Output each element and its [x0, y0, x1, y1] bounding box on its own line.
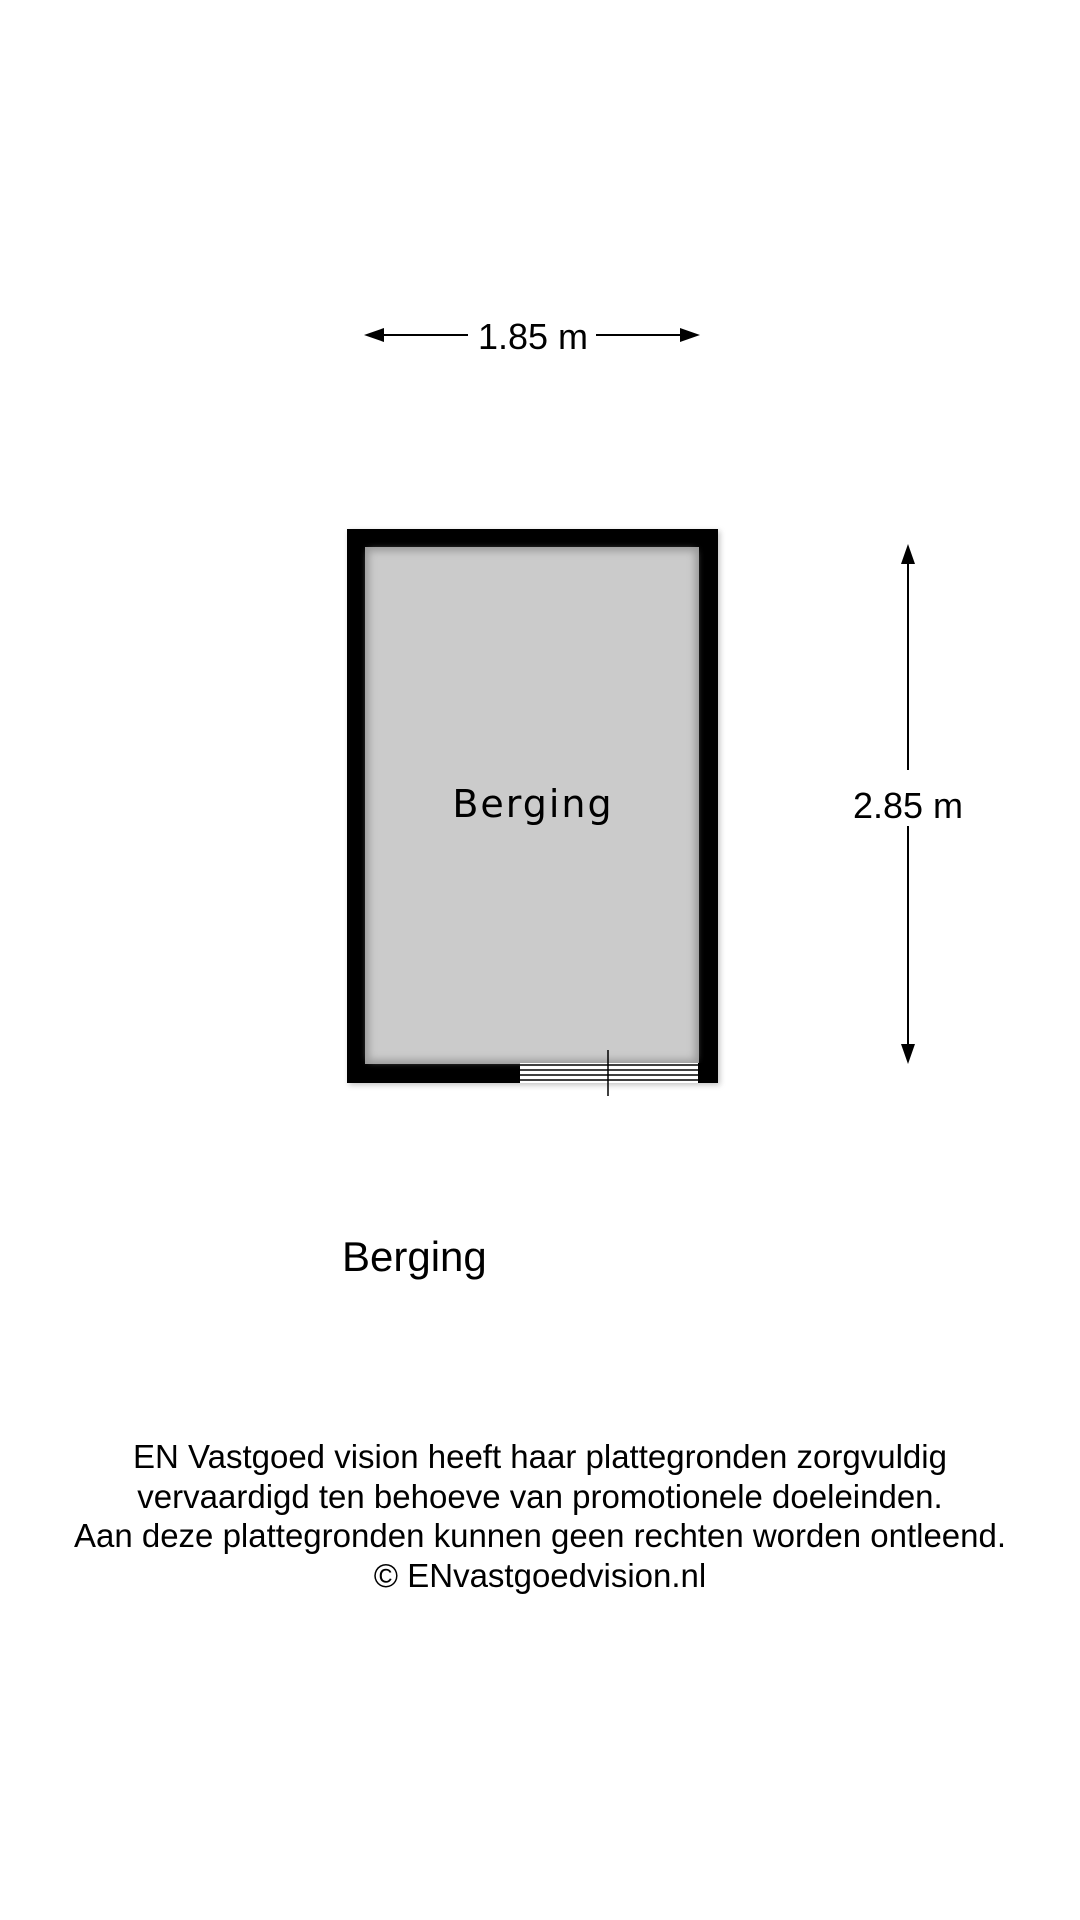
disclaimer-line: vervaardigd ten behoeve van promotionele doeleinden.	[137, 1477, 943, 1515]
width-arrow-right	[680, 328, 700, 342]
disclaimer	[0, 1437, 1080, 1595]
door-jamb-right	[698, 1063, 718, 1083]
disclaimer-line: EN Vastgoed vision heeft haar plattegronden zorgvuldig	[133, 1438, 947, 1475]
height-dimension	[853, 544, 963, 1064]
height-arrow-top	[901, 544, 915, 564]
floor-caption: Berging	[342, 1233, 487, 1280]
width-arrow-left	[364, 328, 384, 342]
width-dimension	[364, 316, 700, 357]
height-label: 2.85 m	[852, 785, 964, 826]
copyright-line: © ENvastgoedvision.nl	[373, 1556, 707, 1594]
room-berging	[347, 529, 720, 1096]
room-label: Berging	[452, 782, 614, 826]
height-arrow-bottom	[901, 1044, 915, 1064]
disclaimer-line: Aan deze plattegronden kunnen geen rechten worden ontleend.	[73, 1517, 1007, 1554]
width-label: 1.85 m	[477, 316, 589, 357]
